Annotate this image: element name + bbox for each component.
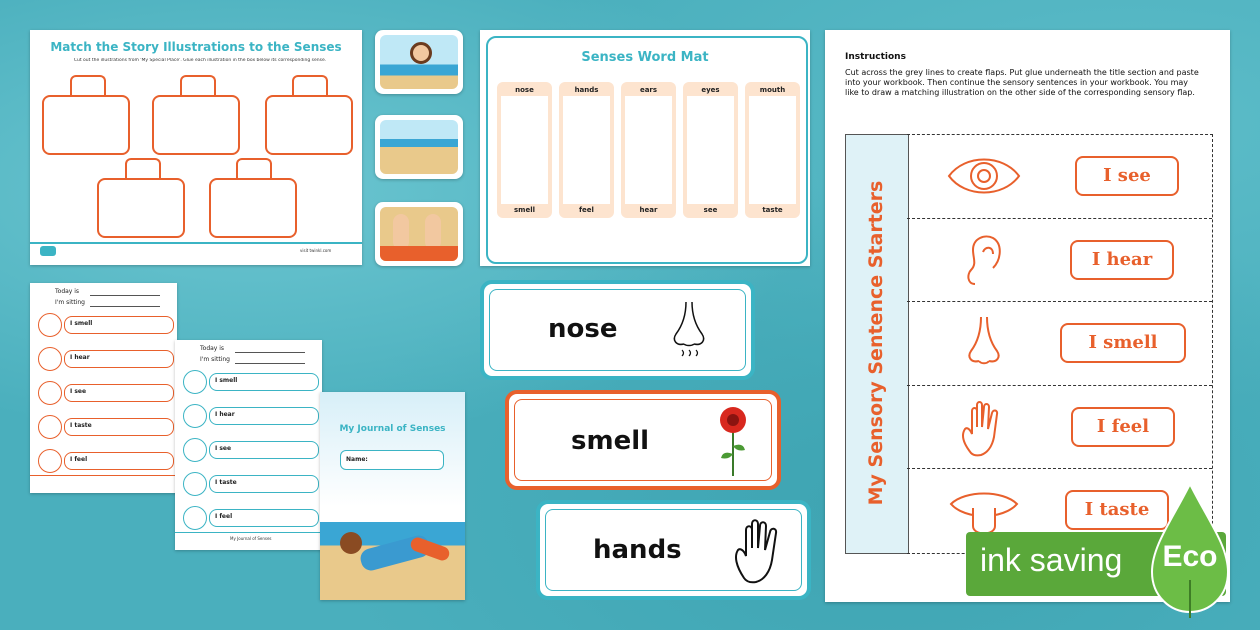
match-sheet: [30, 30, 362, 265]
story-illustration-feet: [375, 202, 463, 266]
word-mat-top-label: hands: [574, 86, 599, 94]
journal-sheet-1: [30, 283, 177, 493]
journal-sentence-label: I feel: [215, 513, 233, 520]
journal-sheet-2: [175, 340, 322, 550]
journal-icon-circle: [183, 506, 207, 530]
word-mat-column: [559, 82, 614, 218]
journal-cover-title: My Journal of Senses: [339, 424, 446, 434]
flap-instructions-text: Cut across the grey lines to create flaps. Put glue underneath the title section and paste into your workbook. Then continue the sensory sentences in your workbook. You may like to draw a matching illustration on the other side of the corresponding sensory flap.: [845, 68, 1199, 97]
nose-icon: [664, 298, 714, 360]
word-card-nose-label: nose: [548, 314, 618, 344]
journal-icon-circle: [183, 472, 207, 496]
hand-icon: [730, 516, 788, 586]
word-mat-top-label: eyes: [701, 86, 720, 94]
word-mat-title: Senses Word Mat: [581, 50, 709, 65]
journal-sentence-label: I smell: [215, 377, 238, 384]
nose-icon: [945, 313, 1023, 373]
journal-icon-circle: [38, 415, 62, 439]
ear-icon: [945, 230, 1023, 290]
flap-sentence-starter: I see: [1075, 156, 1179, 196]
match-box-5: [209, 178, 297, 238]
word-mat-bottom-label: feel: [579, 206, 594, 214]
journal-sentence-label: I see: [215, 445, 232, 452]
journal-sentence-label: I feel: [70, 456, 88, 463]
flap-sentence-starter: I feel: [1071, 407, 1175, 447]
word-mat-bottom-label: hear: [639, 206, 658, 214]
journal2-sitting: I'm sitting: [200, 356, 230, 363]
word-mat-top-label: mouth: [759, 86, 786, 94]
flower-icon: [715, 404, 751, 478]
journal-icon-circle: [38, 449, 62, 473]
flap-instructions-heading: Instructions: [845, 52, 906, 62]
flap-sentence-starter: I hear: [1070, 240, 1174, 280]
journal-icon-circle: [183, 370, 207, 394]
journal-icon-circle: [38, 347, 62, 371]
journal1-today: Today is: [55, 288, 80, 295]
word-mat-top-label: ears: [639, 86, 658, 94]
word-card-nose: [480, 280, 755, 380]
journal-sentence-label: I taste: [70, 422, 92, 429]
journal2-footer: My Journal of Senses: [230, 536, 272, 541]
journal2-today: Today is: [200, 345, 225, 352]
story-illustration-girl: [375, 30, 463, 94]
flap-side-title: My Sensory Sentence Starters: [865, 180, 887, 506]
journal-sentence-label: I hear: [215, 411, 235, 418]
match-sheet-title: Match the Story Illustrations to the Senses: [50, 40, 342, 54]
word-card-smell: [505, 390, 781, 490]
word-mat-column: [497, 82, 552, 218]
journal-sentence-label: I smell: [70, 320, 93, 327]
word-mat-bottom-label: smell: [513, 206, 535, 214]
journal-icon-circle: [38, 313, 62, 337]
journal-icon-circle: [183, 404, 207, 428]
eye-icon: [945, 146, 1023, 206]
flap-cut-line: [907, 385, 1212, 386]
journal1-sitting: I'm sitting: [55, 299, 85, 306]
match-footer-line: [30, 242, 362, 244]
twinkl-logo: [40, 246, 56, 256]
flap-cut-line: [907, 218, 1212, 219]
journal-sentence-label: I taste: [215, 479, 237, 486]
match-box-1: [42, 95, 130, 155]
match-sheet-instruction: Cut out the illustrations from 'My Special Place'. Glue each illustration in the box below its corresponding sense.: [73, 58, 327, 63]
journal-icon-circle: [183, 438, 207, 462]
flap-sentence-starter: I smell: [1060, 323, 1186, 363]
word-mat-top-label: nose: [515, 86, 534, 94]
eco-label: Eco: [1162, 540, 1218, 573]
match-box-3: [265, 95, 353, 155]
eco-badge-text: ink saving: [980, 542, 1123, 578]
flap-cut-line: [907, 301, 1212, 302]
flap-cut-line: [907, 468, 1212, 469]
word-mat-bottom-label: see: [703, 206, 718, 214]
match-box-2: [152, 95, 240, 155]
hand-icon: [945, 397, 1023, 457]
word-card-hands: [536, 500, 811, 600]
word-mat-column: [745, 82, 800, 218]
journal-sentence-label: I see: [70, 388, 87, 395]
word-mat-column: [621, 82, 676, 218]
journal-sentence-label: I hear: [70, 354, 90, 361]
word-mat-column: [683, 82, 738, 218]
word-card-hands-label: hands: [593, 535, 682, 565]
word-mat-bottom-label: taste: [762, 206, 783, 214]
match-box-4: [97, 178, 185, 238]
flap-sentence-starter: I taste: [1065, 490, 1169, 530]
story-illustration-beach: [375, 115, 463, 179]
match-footer-text: visit twinkl.com: [300, 248, 332, 253]
journal-cover: [320, 392, 465, 600]
journal-icon-circle: [38, 381, 62, 405]
word-card-smell-label: smell: [571, 426, 650, 456]
journal-cover-name-label: Name:: [346, 456, 368, 463]
